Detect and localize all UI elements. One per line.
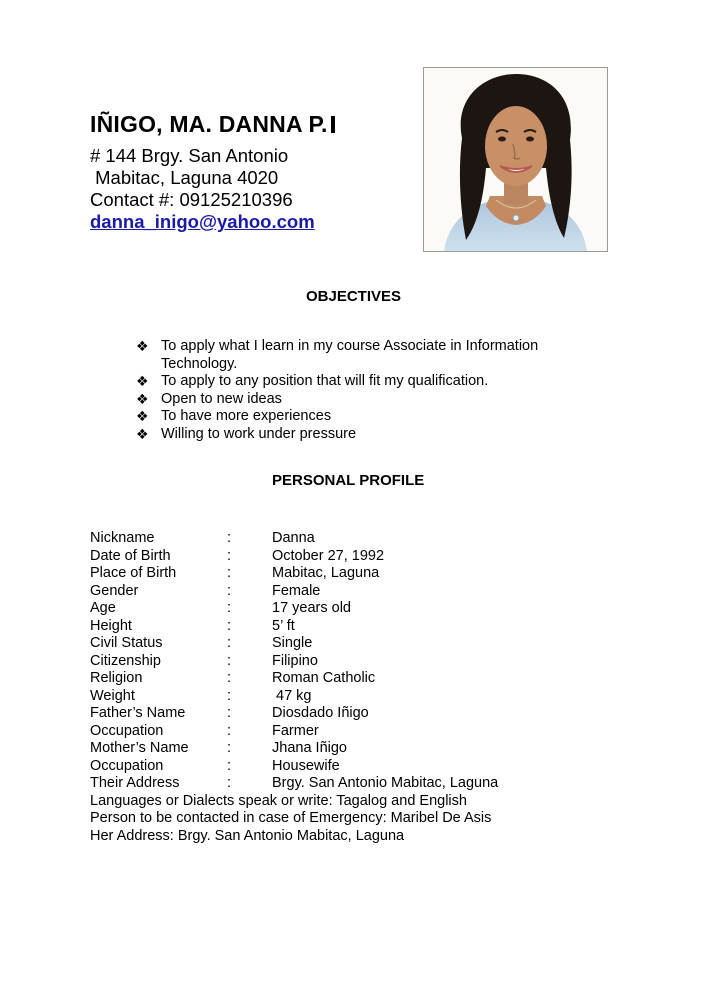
field-label: Place of Birth	[90, 565, 177, 581]
field-value: Housewife	[272, 757, 340, 774]
table-row	[90, 653, 650, 671]
field-label: Date of Birth	[90, 547, 171, 564]
diamond-bullet-icon: ❖	[136, 390, 149, 407]
table-row	[90, 723, 650, 741]
diamond-bullet-icon: ❖	[136, 338, 149, 354]
field-separator: :	[227, 757, 232, 774]
field-separator: :	[227, 687, 232, 704]
field-separator: :	[227, 722, 232, 739]
field-value: Filipino	[272, 652, 318, 669]
field-value: Female	[272, 582, 321, 599]
table-row	[90, 530, 650, 548]
text-cursor	[331, 116, 335, 133]
field-separator: :	[227, 775, 232, 791]
field-value: Roman Catholic	[272, 670, 376, 686]
list-item	[128, 391, 578, 409]
field-separator: :	[227, 740, 232, 756]
table-row	[90, 618, 650, 636]
address-line-2: Mabitac, Laguna 4020	[90, 167, 279, 188]
table-row	[90, 740, 650, 758]
table-row	[90, 565, 650, 583]
field-label: Age	[90, 600, 116, 616]
field-label: Occupation	[90, 757, 164, 774]
field-value: Brgy. San Antonio Mabitac, Laguna	[272, 775, 499, 791]
field-value: Jhana Iñigo	[272, 740, 347, 756]
field-label: Their Address	[90, 775, 180, 791]
field-label: Nickname	[90, 530, 155, 546]
field-value: Farmer	[272, 722, 319, 739]
email-link[interactable]: danna_inigo@yahoo.com	[90, 211, 315, 232]
field-separator: :	[227, 530, 232, 546]
personal-profile-heading: PERSONAL PROFILE	[272, 472, 425, 489]
field-label: Father’s Name	[90, 705, 186, 721]
field-value: 17 years old	[272, 600, 351, 616]
field-separator: :	[227, 565, 232, 581]
address-line-1: # 144 Brgy. San Antonio	[90, 145, 289, 166]
field-separator: :	[227, 635, 232, 651]
field-separator: :	[227, 582, 232, 599]
field-label: Civil Status	[90, 635, 163, 651]
objective-text: Willing to work under pressure	[161, 425, 357, 442]
field-separator: :	[227, 652, 232, 669]
field-label: Occupation	[90, 722, 164, 739]
field-separator: :	[227, 547, 232, 564]
field-separator: :	[227, 600, 232, 616]
list-item	[128, 373, 578, 391]
table-row	[90, 548, 650, 566]
table-row	[90, 758, 650, 776]
table-row	[90, 705, 650, 723]
objective-text: To apply to any position that will fit my qualification.	[161, 373, 489, 389]
field-label: Religion	[90, 670, 143, 686]
objective-text: To have more experiences	[161, 408, 332, 424]
contact-address-line: Her Address: Brgy. San Antonio Mabitac, Laguna	[90, 827, 405, 844]
list-item	[128, 408, 578, 426]
field-value: Danna	[272, 530, 315, 546]
field-label: Gender	[90, 582, 139, 599]
field-value: Mabitac, Laguna	[272, 565, 380, 581]
list-item	[128, 338, 578, 373]
emergency-contact-line: Person to be contacted in case of Emergency: Maribel De Asis	[90, 810, 492, 826]
table-row	[90, 688, 650, 706]
field-value: Diosdado Iñigo	[272, 705, 369, 721]
portrait-photo-icon	[424, 68, 607, 251]
portrait-photo	[423, 67, 608, 252]
table-row	[90, 775, 650, 793]
objective-text: Open to new ideas	[161, 390, 282, 407]
languages-line: Languages or Dialects speak or write: Tagalog and English	[90, 792, 467, 809]
field-label: Height	[90, 617, 132, 634]
field-separator: :	[227, 705, 232, 721]
table-row	[90, 635, 650, 653]
field-separator: :	[227, 670, 232, 686]
objectives-list	[128, 338, 578, 443]
field-label: Citizenship	[90, 652, 161, 669]
objectives-heading: OBJECTIVES	[306, 288, 402, 305]
contact-number: Contact #: 09125210396	[90, 189, 293, 210]
table-row	[90, 583, 650, 601]
personal-profile-table	[90, 530, 650, 845]
field-value: 5’ ft	[272, 617, 295, 634]
list-item	[128, 426, 578, 444]
diamond-bullet-icon: ❖	[136, 425, 149, 442]
field-label: Mother’s Name	[90, 740, 189, 756]
field-value: October 27, 1992	[272, 547, 385, 564]
field-label: Weight	[90, 687, 135, 704]
applicant-name: IÑIGO, MA. DANNA P.	[90, 111, 335, 138]
field-value: Single	[272, 635, 313, 651]
objective-text: To apply what I learn in my course Associate in Information Technology.	[161, 338, 539, 372]
field-separator: :	[227, 617, 232, 634]
table-row	[90, 670, 650, 688]
table-row	[90, 600, 650, 618]
field-value: 47 kg	[272, 687, 312, 704]
diamond-bullet-icon: ❖	[136, 408, 149, 424]
diamond-bullet-icon: ❖	[136, 373, 149, 389]
